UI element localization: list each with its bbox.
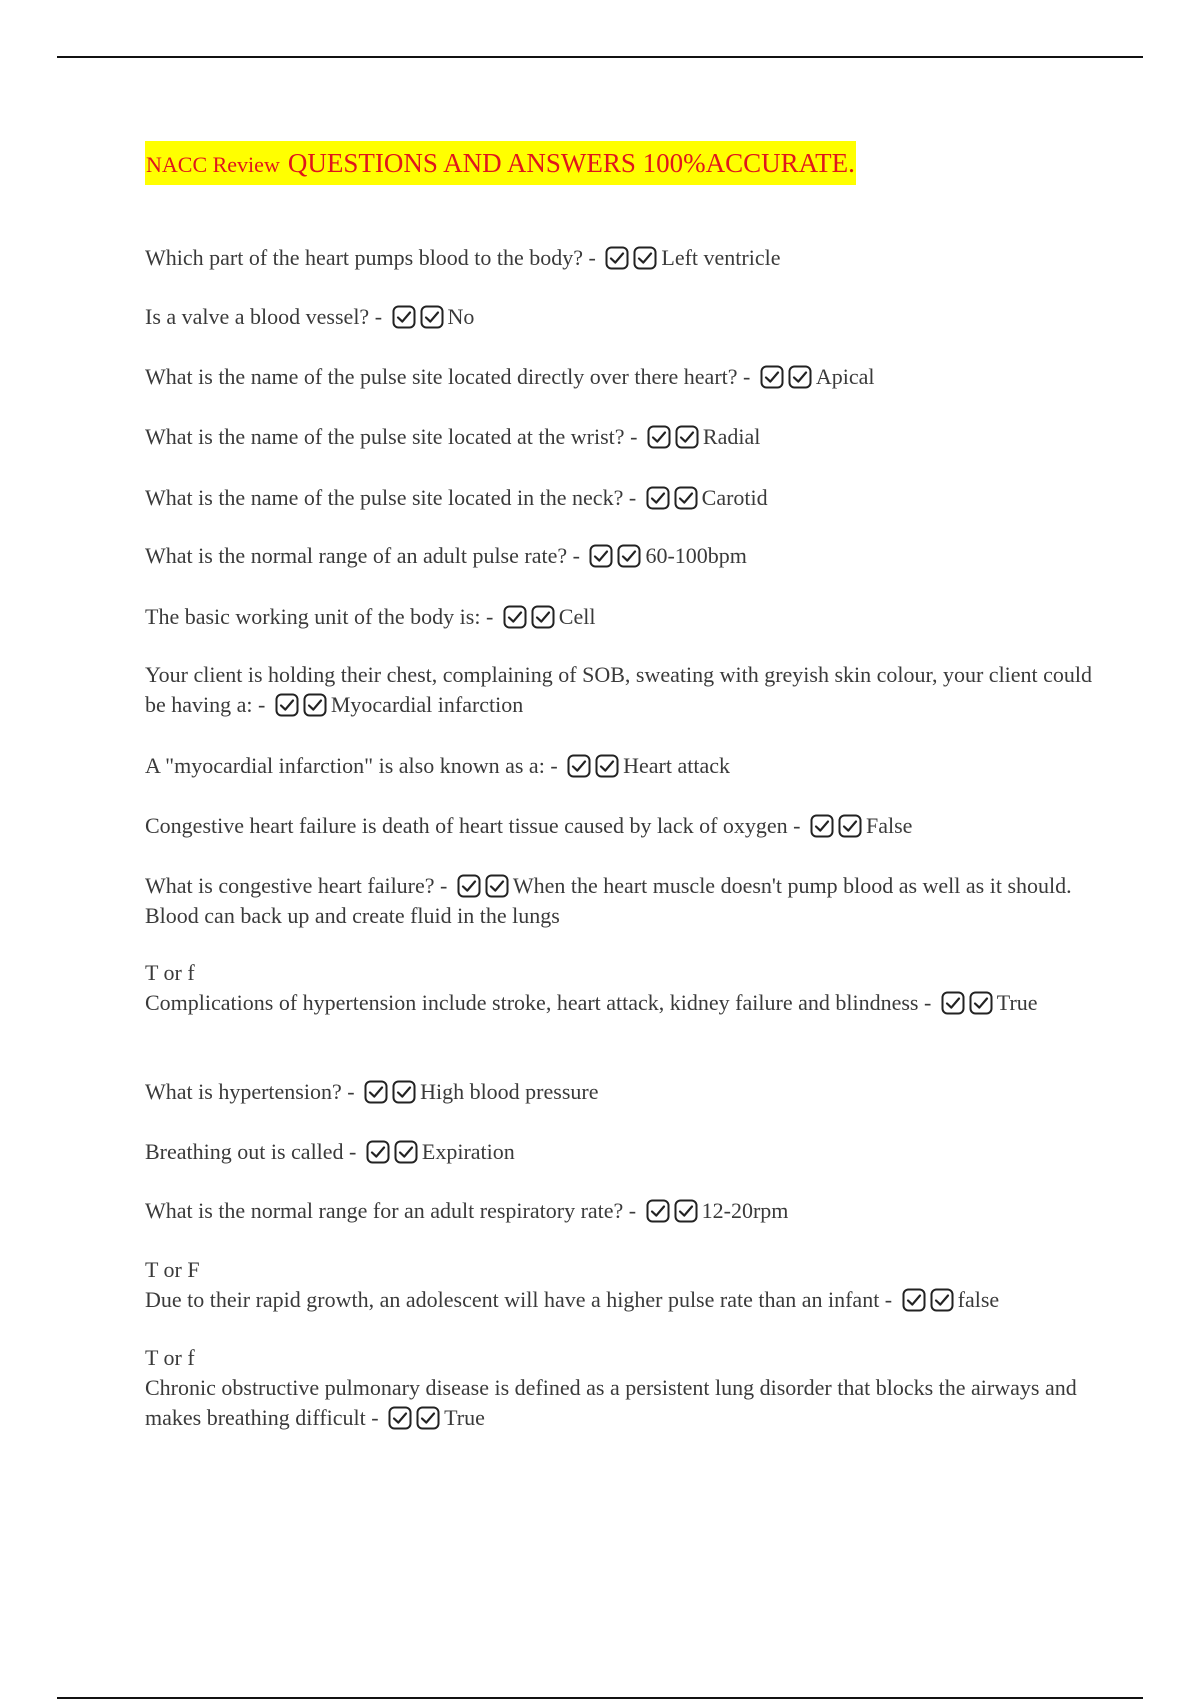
qa-item — [145, 602, 1095, 632]
qa-question: What is the normal range of an adult pulse rate? - — [145, 543, 580, 568]
checked-box-icon — [595, 754, 619, 778]
checked-box-icon — [969, 991, 993, 1015]
answer-checkmarks — [647, 424, 703, 449]
qa-answer: False — [866, 813, 913, 838]
answer-checkmarks — [902, 1287, 958, 1312]
qa-question: A "myocardial infarction" is also known as a: - — [145, 753, 558, 778]
qa-answer: True — [996, 990, 1038, 1015]
qa-question: What is congestive heart failure? - — [145, 873, 448, 898]
checked-box-icon — [760, 365, 784, 389]
checked-box-icon — [457, 874, 481, 898]
checked-box-icon — [646, 1199, 670, 1223]
checked-box-icon — [420, 305, 444, 329]
answer-checkmarks — [646, 485, 702, 510]
checked-box-icon — [788, 365, 812, 389]
answer-checkmarks — [941, 990, 997, 1015]
qa-answer: High blood pressure — [420, 1079, 599, 1104]
answer-checkmarks — [364, 1079, 420, 1104]
qa-prefix: T or f — [145, 960, 195, 985]
qa-item — [145, 1077, 1095, 1107]
qa-answer: Apical — [815, 364, 875, 389]
answer-checkmarks — [503, 604, 559, 629]
title-highlight — [145, 141, 856, 185]
qa-item — [145, 811, 1095, 841]
qa-item — [145, 660, 1095, 720]
qa-item — [145, 1343, 1095, 1433]
qa-question: What is the name of the pulse site located at the wrist? - — [145, 424, 638, 449]
qa-question: What is the name of the pulse site located directly over there heart? - — [145, 364, 751, 389]
answer-checkmarks — [810, 813, 866, 838]
checked-box-icon — [485, 874, 509, 898]
title-prefix: NACC Review — [146, 152, 280, 177]
qa-item — [145, 422, 1095, 452]
checked-box-icon — [392, 305, 416, 329]
qa-answer: No — [447, 304, 475, 329]
qa-answer: Carotid — [701, 485, 768, 510]
qa-question: Congestive heart failure is death of heart tissue caused by lack of oxygen - — [145, 813, 801, 838]
checked-box-icon — [838, 814, 862, 838]
checked-box-icon — [567, 754, 591, 778]
checked-box-icon — [589, 544, 613, 568]
checked-box-icon — [646, 486, 670, 510]
answer-checkmarks — [589, 543, 645, 568]
checked-box-icon — [605, 246, 629, 270]
title-main: QUESTIONS AND ANSWERS 100%ACCURATE. — [287, 148, 855, 178]
answer-checkmarks — [392, 304, 448, 329]
qa-answer: Radial — [702, 424, 761, 449]
qa-question: Due to their rapid growth, an adolescent will have a higher pulse rate than an infant - — [145, 1287, 893, 1312]
qa-answer: Heart attack — [623, 753, 731, 778]
document-title — [145, 145, 856, 177]
qa-question: Your client is holding their chest, complaining of SOB, sweating with greyish skin colour, your client could be having a: - — [145, 662, 1093, 717]
qa-item — [145, 751, 1095, 781]
answer-checkmarks — [366, 1139, 422, 1164]
qa-question: The basic working unit of the body is: - — [145, 604, 494, 629]
qa-prefix: T or f — [145, 1345, 195, 1370]
checked-box-icon — [366, 1140, 390, 1164]
qa-item — [145, 1196, 1095, 1226]
checked-box-icon — [617, 544, 641, 568]
qa-question: Which part of the heart pumps blood to the body? - — [145, 245, 596, 270]
checked-box-icon — [275, 693, 299, 717]
qa-item — [145, 871, 1095, 931]
qa-question: Complications of hypertension include stroke, heart attack, kidney failure and blindness - — [145, 990, 932, 1015]
qa-answer: Myocardial infarction — [330, 692, 524, 717]
checked-box-icon — [503, 605, 527, 629]
checked-box-icon — [647, 425, 671, 449]
answer-checkmarks — [760, 364, 816, 389]
qa-item — [145, 1255, 1095, 1315]
answer-checkmarks — [457, 873, 513, 898]
top-rule — [57, 56, 1143, 58]
answer-checkmarks — [388, 1405, 444, 1430]
qa-item — [145, 1137, 1095, 1167]
qa-item — [145, 302, 1095, 332]
qa-item — [145, 541, 1095, 571]
qa-answer: false — [957, 1287, 1000, 1312]
qa-question: Breathing out is called - — [145, 1139, 357, 1164]
checked-box-icon — [633, 246, 657, 270]
qa-item — [145, 362, 1095, 392]
checked-box-icon — [674, 486, 698, 510]
qa-question: What is hypertension? - — [145, 1079, 355, 1104]
checked-box-icon — [675, 425, 699, 449]
checked-box-icon — [388, 1406, 412, 1430]
checked-box-icon — [416, 1406, 440, 1430]
qa-answer: Left ventricle — [661, 245, 781, 270]
checked-box-icon — [394, 1140, 418, 1164]
answer-checkmarks — [646, 1198, 702, 1223]
qa-answer: When the heart muscle doesn't pump blood as well as it should. Blood can back up and create fluid in the lungs — [145, 873, 1072, 928]
checked-box-icon — [930, 1288, 954, 1312]
qa-answer: Expiration — [421, 1139, 515, 1164]
qa-question: Is a valve a blood vessel? - — [145, 304, 383, 329]
bottom-rule — [57, 1697, 1143, 1699]
checked-box-icon — [674, 1199, 698, 1223]
qa-question: What is the name of the pulse site located in the neck? - — [145, 485, 637, 510]
qa-answer: True — [444, 1405, 485, 1430]
checked-box-icon — [364, 1080, 388, 1104]
qa-answer: Cell — [558, 604, 596, 629]
checked-box-icon — [810, 814, 834, 838]
answer-checkmarks — [275, 692, 331, 717]
qa-item — [145, 243, 1095, 273]
answer-checkmarks — [605, 245, 661, 270]
qa-item — [145, 483, 1095, 513]
checked-box-icon — [392, 1080, 416, 1104]
qa-question: What is the normal range for an adult respiratory rate? - — [145, 1198, 637, 1223]
qa-prefix: T or F — [145, 1257, 200, 1282]
qa-answer: 12-20rpm — [701, 1198, 789, 1223]
checked-box-icon — [902, 1288, 926, 1312]
checked-box-icon — [941, 991, 965, 1015]
qa-question: Chronic obstructive pulmonary disease is defined as a persistent lung disorder that blocks the airways and makes breathing difficult - — [145, 1375, 1077, 1430]
answer-checkmarks — [567, 753, 623, 778]
qa-item — [145, 958, 1095, 1018]
checked-box-icon — [303, 693, 327, 717]
checked-box-icon — [531, 605, 555, 629]
qa-answer: 60-100bpm — [645, 543, 747, 568]
